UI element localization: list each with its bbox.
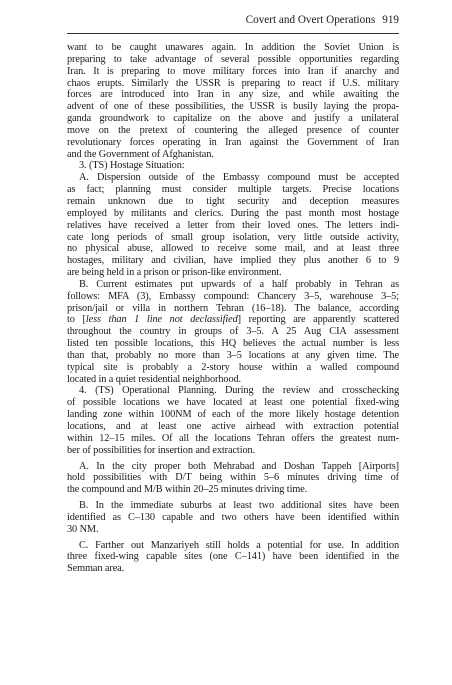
text-line: A. Dispersion outside of the Embassy compound must be accepted [79, 172, 399, 184]
text-line: C. Farther out Manzariyeh still holds a potential for use. In addition [79, 539, 399, 551]
text-line: than that, probably no more than 3–5 locations at any given time. The [67, 349, 399, 361]
header-rule [67, 33, 399, 34]
paragraph [67, 500, 399, 536]
text-line: listed ten possible locations, this HQ believes the actual number is less [67, 338, 399, 350]
text-line: advent of one of these possibilities, the USSR is busily laying the propa- [67, 101, 399, 113]
paragraph [67, 172, 399, 279]
text-line: typical site is probably a 2-story house within a walled compound [67, 361, 399, 373]
text-line: of possible locations we have located at least one potential fixed-wing [67, 397, 399, 409]
text-line: cate long periods of small group isolation, very little outside activity, [67, 231, 399, 243]
redaction-after: ] reporting are apparently scattered [237, 314, 400, 326]
paragraph [67, 385, 399, 456]
text-line: the compound and M/B within 20–25 minutes driving time. [67, 484, 308, 496]
text-line: Semman area. [67, 563, 125, 575]
text-line: preparing to take advantage of several possible opportunities regarding [67, 53, 399, 65]
text-line: 4. (TS) Operational Planning. During the review and crosschecking [79, 385, 399, 397]
text-line: identified as C–130 capable and two others have been identified within [67, 511, 399, 523]
paragraph [67, 42, 399, 160]
running-header-title: Covert and Overt Operations [245, 14, 376, 26]
text-line: hostages, military and civilian, have implied they plus another 6 to 9 [67, 255, 399, 267]
text-line: and the Government of Afghanistan. [67, 148, 214, 160]
text-line: ber of possibilities for insertion and extraction. [67, 444, 256, 456]
text-line: chaos erupts. Similarly the USSR is preparing to react if U.S. military [67, 77, 399, 89]
text-line: no physical abuse, allowed to receive some mail, and at least three [67, 243, 399, 255]
text-line: remain unknown due to tight security and deception measures [67, 195, 399, 207]
redaction-before: to [ [67, 314, 86, 326]
text-line: within 12–15 miles. Of all the locations Tehran offers the greatest num- [67, 432, 399, 444]
text-line: A. In the city proper both Mehrabad and Doshan Tappeh [Airports] [79, 460, 399, 472]
text-line: 30 NM. [67, 523, 99, 535]
text-line: throughout the country in groups of 3–5. A 25 Aug CIA assessment [67, 326, 399, 338]
redaction-note: less than 1 line not declassified [85, 314, 238, 326]
text-line: relatives have received a letter from their loved ones. The letters indi- [67, 219, 399, 231]
page-number: 919 [382, 14, 399, 26]
redaction-line [67, 314, 399, 326]
text-line: locations, and at least one active airhead with extraction potential [67, 421, 399, 432]
text-line: want to be caught unawares again. In addition the Soviet Union is [67, 42, 399, 53]
document-body [67, 42, 399, 575]
text-line: revolutionary forces operating in Iran against the Government of Iran [67, 136, 399, 148]
text-line: landing zone within 100NM of each of the more likely hostage detention [67, 409, 399, 421]
section-heading [67, 160, 399, 172]
paragraph [67, 540, 399, 576]
text-line: prison/jail or villa in northern Tehran (16–18). The balance, according [67, 302, 399, 314]
text-line: ganda groundwork to capitalize on the above and justify a unilateral [67, 113, 399, 125]
text-line: employed by militants and clerics. During the past month most hostage [67, 207, 399, 219]
text-line: 3. (TS) Hostage Situation: [79, 160, 185, 172]
text-line: move on the pretext of countering the alleged presence of counter [67, 124, 399, 136]
paragraph [67, 279, 399, 386]
text-line: hold possibilities with D/T being within 5–6 minutes driving time of [67, 472, 399, 484]
text-line: forces are introduced into Iran in any size, and while awaiting the [67, 89, 399, 101]
text-line: follows: MFA (3), Embassy compound: Chancery 3–5, warehouse 3–5; [67, 290, 399, 302]
running-header [67, 13, 399, 27]
text-line: Iran. It is preparing to move military forces into Iran if anarchy and [67, 65, 399, 77]
text-line: as fact; planning must consider multiple targets. Precise locations [67, 184, 399, 196]
paragraph [67, 461, 399, 497]
text-line: B. Current estimates put upwards of a half probably in Tehran as [79, 278, 399, 290]
text-line: located in a quiet residential neighborhood. [67, 373, 242, 385]
text-line: are being held in a prison or prison-like environment. [67, 267, 282, 279]
text-line: three fixed-wing capable sites (one C–141) have been identified in the [67, 551, 399, 563]
text-line: B. In the immediate suburbs at least two additional sites have been [79, 500, 399, 512]
